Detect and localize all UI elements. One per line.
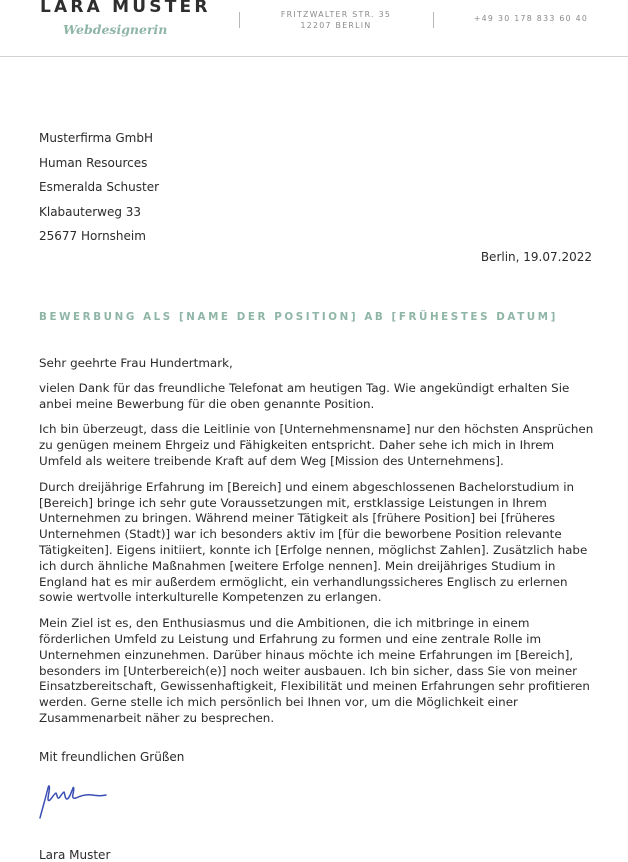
recipient-company: Musterfirma GmbH <box>39 131 153 145</box>
sender-city: 12207 BERLIN <box>300 21 372 30</box>
recipient-person: Esmeralda Schuster <box>39 180 160 195</box>
signer-name: Lara Muster <box>39 848 111 862</box>
sender-job-title: Webdesignerin <box>63 22 168 37</box>
letterhead <box>0 0 628 56</box>
header-divider <box>433 12 434 28</box>
header-divider <box>239 12 240 28</box>
letter-subject: BEWERBUNG ALS [NAME DER POSITION] AB [FRÜHESTES DATUM] <box>39 311 558 323</box>
sender-address <box>262 9 410 31</box>
closing-phrase: Mit freundlichen Grüßen <box>39 750 185 764</box>
body-paragraph: Durch dreijährige Erfahrung im [Bereich] und einem abgeschlossenen Bachelorstudium in [Bereich] bringe ich sehr gute Voraussetzungen mit, erstklassige Leistungen in Ihrem Unternehmen zu bringen. Während meiner Tätigkeit als [frühere Position] bei [früheres Unternehmen (Stadt)] war ich besonders aktiv im [für die beworbene Position relevante Tätigkeiten]. Eigens initiiert, konnte ich [Erfolge nennen, möglichst Zahlen]. Zusätzlich habe ich durch ähnliche Maßnahmen [weitere Erfolge nennen]. Mein dreijähriges Studium in England hat es mir außerdem ermöglicht, ein verhandlungssicheres Englisch zu erlernen sowie wertvolle interkulturelle Kompetenzen zu erlangen. <box>39 479 588 605</box>
letter-body <box>39 356 599 737</box>
sender-phone: +49 30 178 833 60 40 <box>473 14 589 23</box>
body-paragraph: vielen Dank für das freundliche Telefonat am heutigen Tag. Wie angekündigt erhalten Sie anbei meine Bewerbung für die oben genannte Position. <box>39 380 570 411</box>
salutation: Sehr geehrte Frau Hundertmark, <box>39 356 233 370</box>
handwritten-signature <box>36 778 116 822</box>
recipient-department: Human Resources <box>39 155 148 170</box>
sender-street: FRITZWALTER STR. 35 <box>280 10 392 19</box>
recipient-city: 25677 Hornsheim <box>39 229 146 244</box>
letter-date: Berlin, 19.07.2022 <box>480 250 592 264</box>
header-rule <box>0 56 628 57</box>
recipient-street: Klabauterweg 33 <box>39 204 142 219</box>
body-paragraph: Ich bin überzeugt, dass die Leitlinie von [Unternehmensname] nur den höchsten Ansprüchen zu genügen meinem Ehrgeiz und Fähigkeiten entspricht. Daher sehe ich mich in Ihrem Umfeld als weitere treibende Kraft auf dem Weg [Mission des Unternehmens]. <box>39 422 594 468</box>
body-paragraph: Mein Ziel ist es, den Enthusiasmus und die Ambitionen, die ich mitbringe in einem förderlichen Umfeld zu Leistung und Erfahrung zu formen und eine zentrale Rolle im Unternehmen einzunehmen. Darüber hinaus möchte ich meine Erfahrungen im [Bereich], besonders im [Unterbereich(e)] noch weiter ausbauen. Ich bin sicher, dass Sie von meiner Einsatzbereitschaft, Gewissenhaftigkeit, Flexibilität und meinen Erfahrungen sehr profitieren werden. Gerne stelle ich mich persönlich bei Ihnen vor, um die Möglichkeit einer Zusammenarbeit näher zu besprechen. <box>39 616 590 725</box>
recipient-address-block <box>39 126 159 249</box>
sender-name: LARA MUSTER <box>40 0 211 17</box>
